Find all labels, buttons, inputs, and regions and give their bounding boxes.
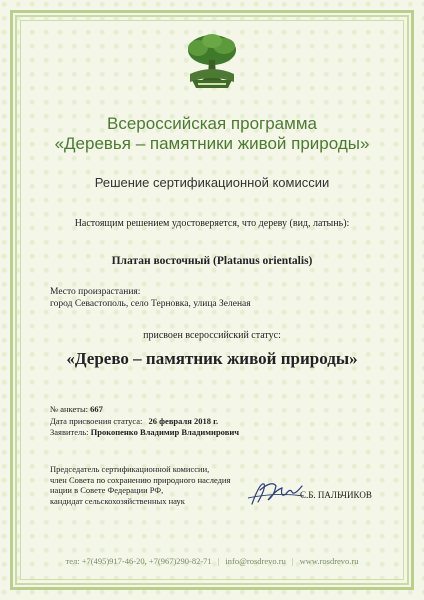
applicant-value: Прокопенко Владимир Владимирович — [90, 427, 240, 437]
chair-line-4: кандидат сельскохозяйственных наук — [50, 495, 185, 506]
applicant-row — [50, 427, 239, 439]
footer-separator: | — [217, 556, 220, 566]
program-line-2: «Деревья – памятники живой природы» — [54, 134, 370, 153]
signature-icon — [246, 476, 306, 510]
chair-line-3: нации в Совете Федерации РФ, — [50, 485, 164, 495]
details-block — [50, 404, 239, 439]
assigned-text: присвоен всероссийский статус: — [143, 330, 281, 341]
place-block — [50, 286, 251, 310]
program-line-1: Всероссийская программа — [107, 114, 317, 133]
chair-line-1: Председатель сертификационной комиссии, — [50, 464, 210, 474]
decision-heading: Решение сертификационной комиссии — [94, 175, 330, 190]
footer-phone: тел: +7(495)917-46-20, +7(967)290-82-71 — [65, 556, 212, 566]
chair-line-2: член Совета по сохранению природного наследия — [50, 474, 231, 485]
date-value: 26 февраля 2018 г. — [148, 415, 219, 426]
form-number-row — [50, 404, 239, 416]
footer-email[interactable]: info@rosdrevo.ru — [225, 556, 286, 566]
place-label: Место произрастания: — [50, 287, 141, 297]
species-name: Платан восточный (Platanus orientalis) — [111, 255, 313, 267]
footer-separator: | — [291, 556, 294, 566]
footer-contacts — [0, 556, 424, 566]
tree-logo-icon — [182, 30, 242, 94]
place-value: город Севастополь, село Терновка, улица Зеленая — [50, 299, 251, 309]
certify-text: Настоящим решением удостоверяется, что дереву (вид, латынь): — [74, 218, 350, 229]
date-row — [50, 416, 239, 428]
form-number-label: № анкеты: — [50, 404, 89, 414]
program-title — [0, 114, 424, 154]
chair-block — [50, 464, 230, 506]
footer-site[interactable]: www.rosdrevo.ru — [299, 556, 359, 566]
form-number-value: 667 — [90, 404, 103, 414]
signer-name: С.Б. ПАЛЬЧИКОВ — [300, 490, 372, 500]
status-title: «Дерево – памятник живой природы» — [66, 349, 358, 368]
date-label: Дата присвоения статуса: — [50, 415, 143, 426]
applicant-label: Заявитель: — [50, 427, 89, 437]
